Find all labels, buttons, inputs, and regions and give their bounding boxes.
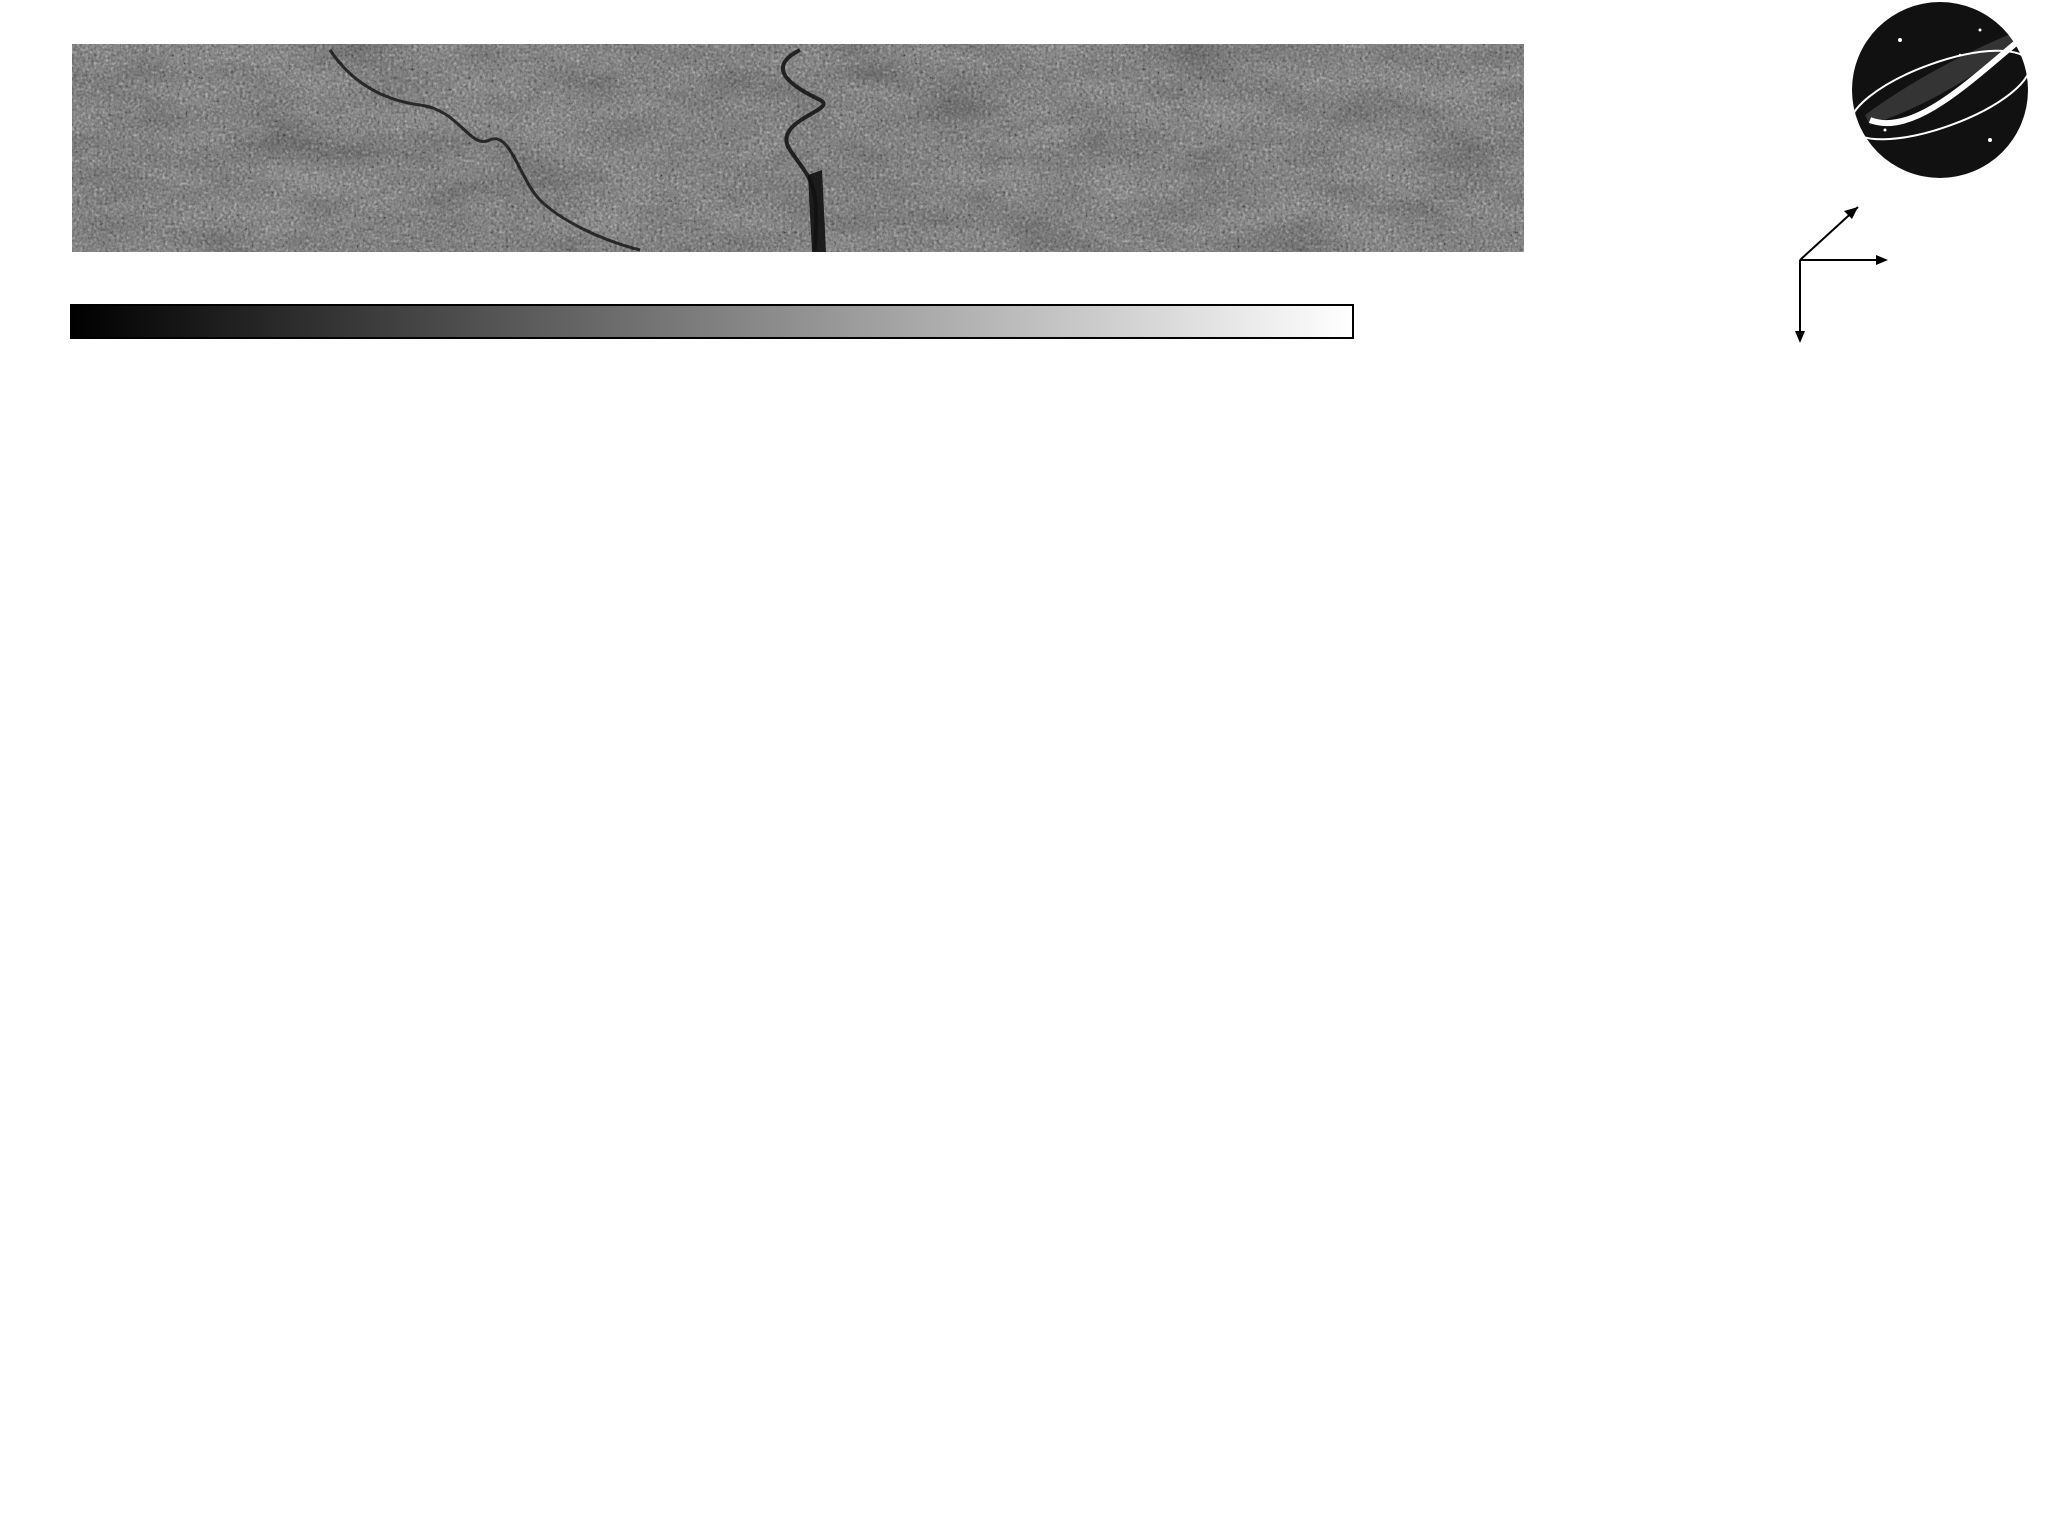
sar-image-strip bbox=[72, 44, 1524, 252]
archive-parameters bbox=[1558, 1265, 2048, 1311]
nasa-logo-icon bbox=[1840, 0, 2048, 185]
grayscale-colorbar bbox=[71, 305, 1353, 338]
image-frame bbox=[0, 0, 1540, 360]
mission-sensor-parameters bbox=[1558, 409, 2048, 455]
flight-arrow-icon bbox=[1876, 255, 1888, 265]
section-title bbox=[1558, 1265, 2048, 1287]
image-processing-parameters bbox=[1558, 769, 2048, 815]
jpl-logo-icon bbox=[1555, 0, 1750, 60]
section-title bbox=[1558, 409, 2048, 431]
orientation-compass bbox=[1740, 195, 2040, 375]
illum-arrow-icon bbox=[1795, 331, 1805, 343]
section-title bbox=[1558, 769, 2048, 791]
